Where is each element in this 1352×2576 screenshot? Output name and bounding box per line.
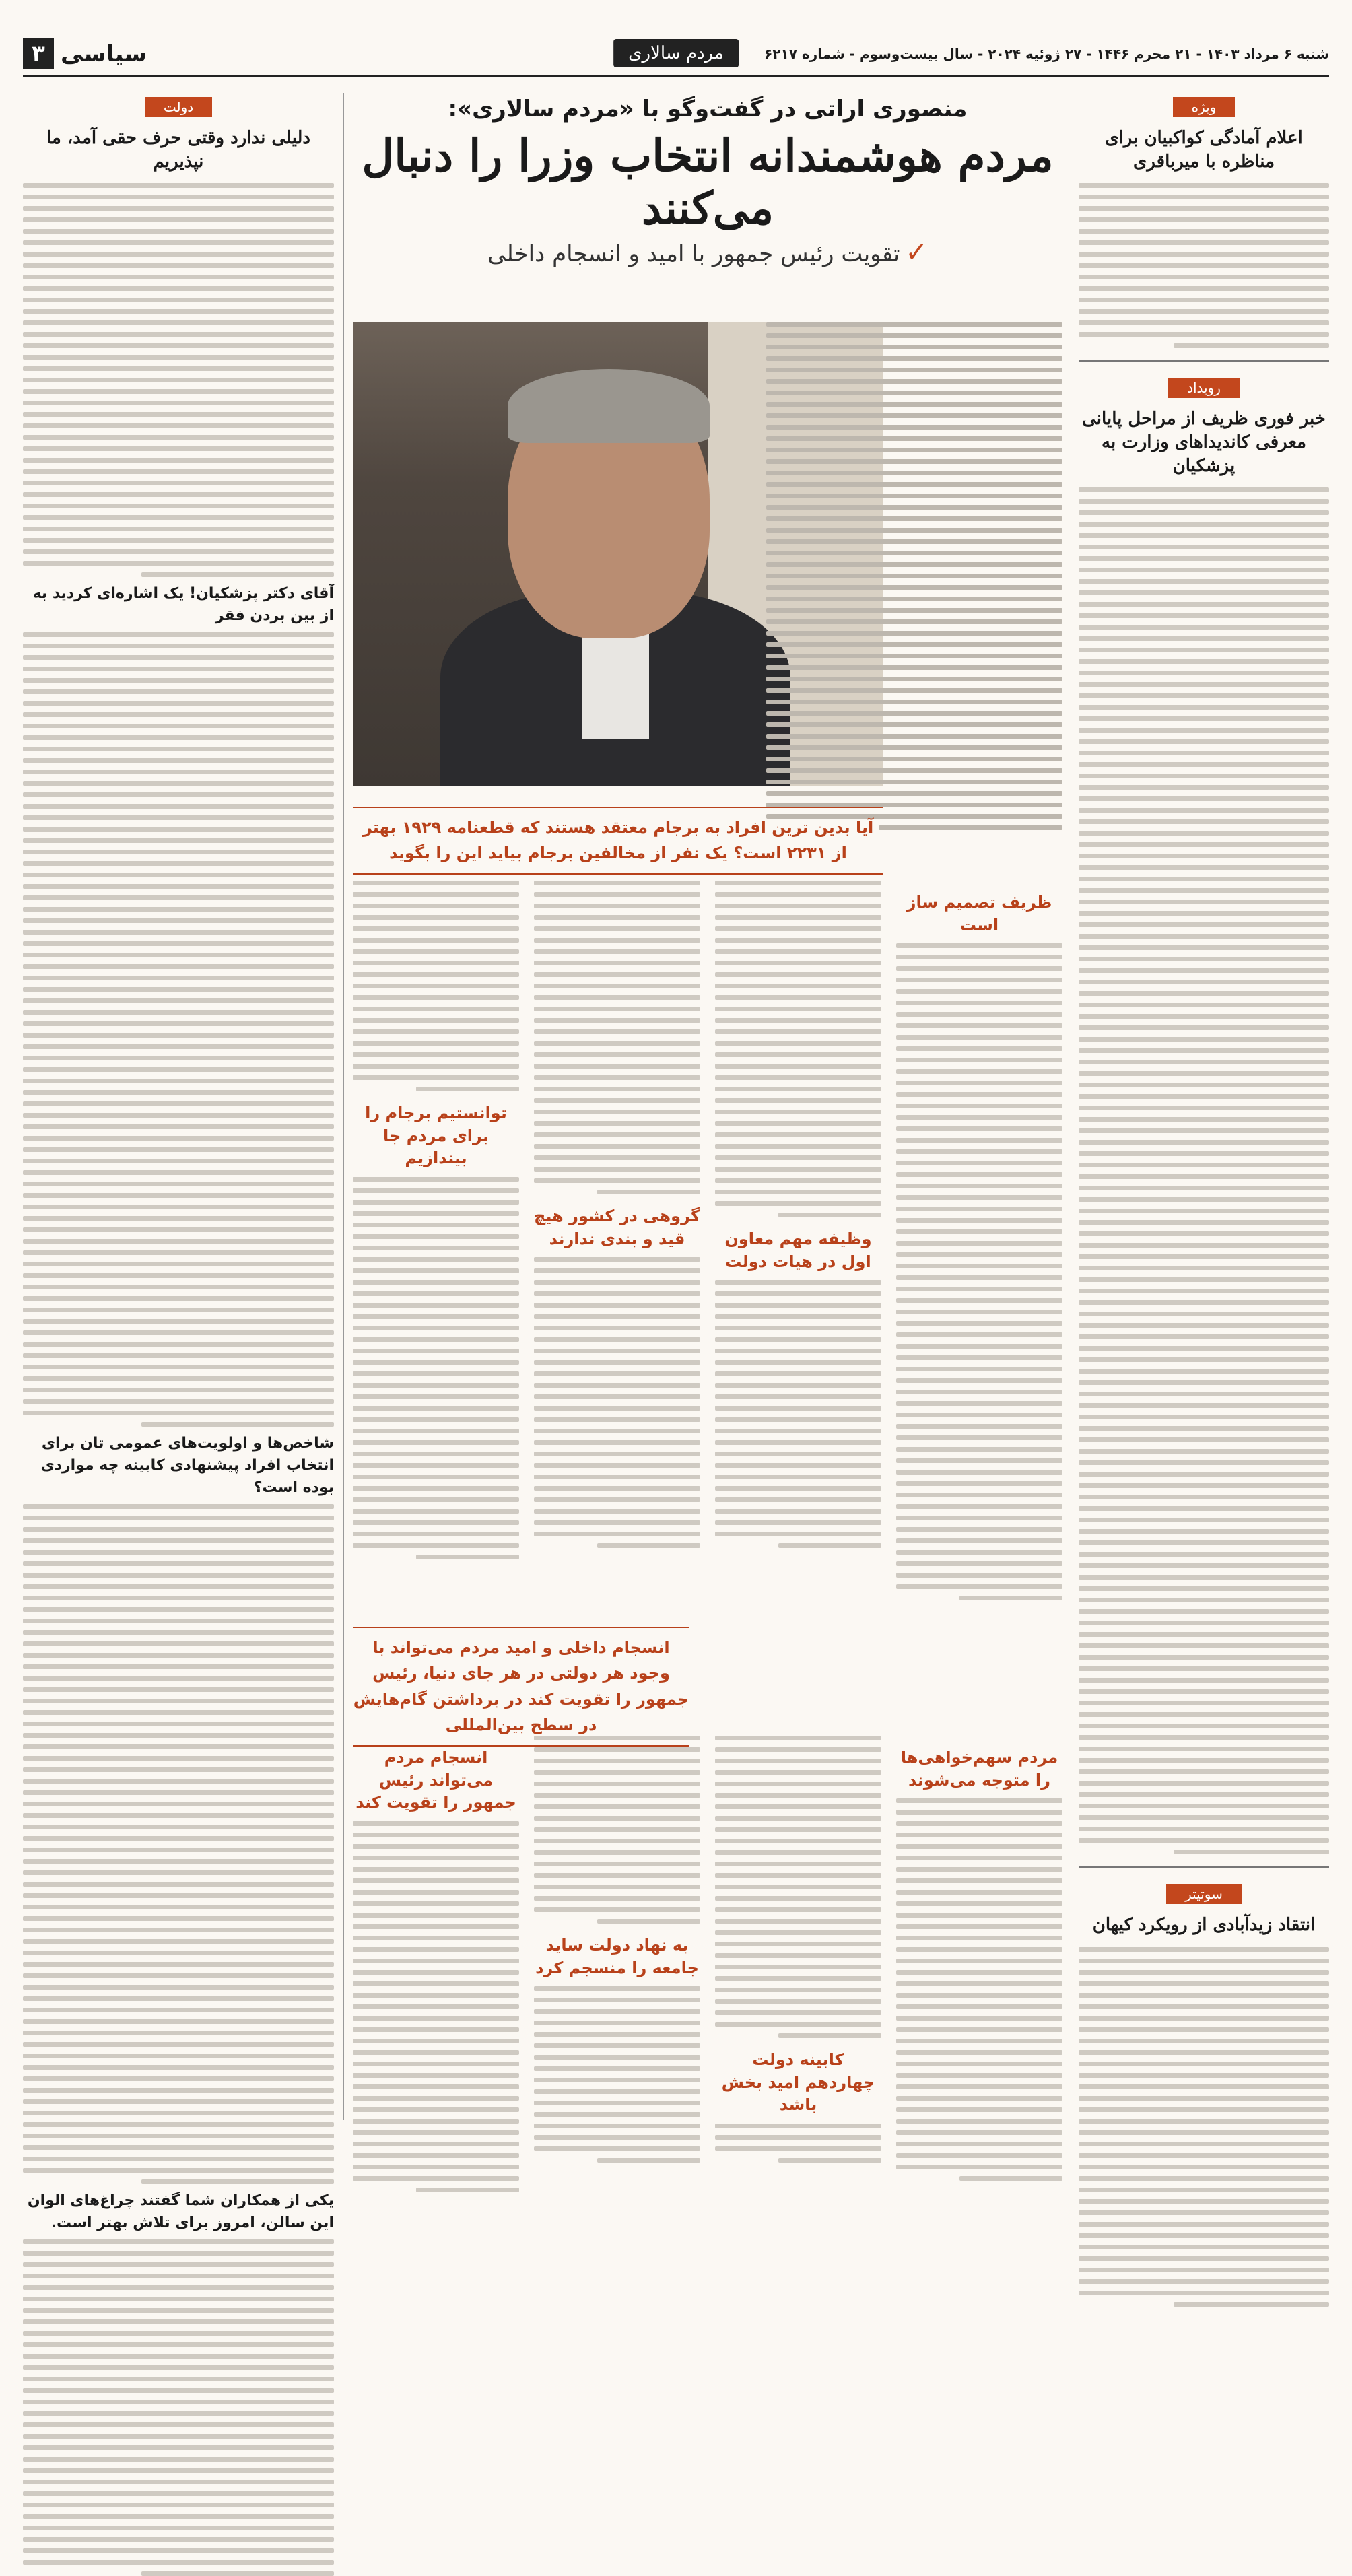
- article-body-columns: [353, 881, 1062, 1608]
- right-column: [1069, 93, 1329, 2120]
- news-brief: [1079, 97, 1329, 362]
- brief-body: [1079, 183, 1329, 348]
- brief-body: [1079, 487, 1329, 1854]
- section-title: سیاسی: [61, 40, 147, 67]
- checkmark-icon: ✓: [905, 237, 928, 268]
- main-article: [353, 93, 1062, 2120]
- left-column: [23, 93, 344, 2232]
- article-subheading: ظریف تصمیم ساز است: [906, 893, 1052, 935]
- article-kicker: منصوری اراتی در گفت‌وگو با «مردم سالاری»:: [448, 96, 968, 123]
- page-number: ۳: [23, 38, 54, 69]
- newspaper-logo: مردم سالاری: [613, 39, 739, 67]
- article-subhead: ✓تقویت رئیس جمهور با امید و انسجام داخلی: [487, 237, 928, 268]
- article-subheading: مردم سهم‌خواهی‌ها را متوجه می‌شوند: [900, 1748, 1058, 1790]
- column-tag: دولت: [145, 97, 212, 117]
- article-subheading: به نهاد دولت ساید جامعه را منسجم کرد: [535, 1936, 699, 1977]
- article-body-columns-lower: [353, 1736, 1062, 2200]
- pull-quote: انسجام داخلی و امید مردم می‌تواند با وجود هر دولتی در هر جای دنیا، رئیس جمهور را تقویت کند در برداشتن گام‌هایش در سطح بین‌المللی: [353, 1627, 689, 1747]
- column-subheading: آقای دکتر پزشکیان! یک اشاره‌ای کردید به از بین بردن فقر: [32, 585, 334, 625]
- news-brief: [1079, 1884, 1329, 2318]
- article-subheading: وظیفه مهم معاون اول در هیات دولت: [724, 1229, 872, 1271]
- date-line: شنبه ۶ مرداد ۱۴۰۳ - ۲۱ محرم ۱۴۴۶ - ۲۷ ژوئیه ۲۰۲۴ - سال بیست‌وسوم - شماره ۶۲۱۷: [764, 46, 1329, 62]
- article-headline: مردم هوشمندانه انتخاب وزرا را دنبال می‌کنند: [362, 129, 1054, 234]
- column-subheading: یکی از همکاران شما گفتند چراغ‌های الوان این سالن، امروز برای تلاش بهتر است.: [27, 2192, 334, 2232]
- article-subheading: گروهی در کشور هیچ قید و بندی ندارند: [534, 1207, 700, 1248]
- column-title: دلیلی ندارد وقتی حرف حقی آمد، ما نپذیریم: [46, 128, 310, 172]
- brief-title: خبر فوری ظریف از مراحل پایانی معرفی کاندیداهای وزارت به پزشکیان: [1082, 409, 1326, 477]
- pull-quote: آیا بدین ترین افراد به برجام معتقد هستند که قطعنامه ۱۹۲۹ بهتر از ۲۲۳۱ است؟ یک نفر از مخالفین برجام بیاید این را بگوید: [353, 807, 883, 875]
- brief-body: [1079, 1947, 1329, 2307]
- news-brief: [1079, 378, 1329, 1868]
- article-intro: [766, 322, 1062, 830]
- article-subheading: انسجام مردم می‌تواند رئیس جمهور را تقویت کند: [356, 1748, 516, 1812]
- masthead: [23, 35, 1329, 77]
- brief-tag: رویداد: [1168, 378, 1240, 398]
- article-subheading: کابینه دولت چهاردهم امید بخش باشد: [721, 2050, 875, 2115]
- article-subheading: توانستیم برجام را برای مردم جا بیندازیم: [365, 1104, 507, 1168]
- column-subheading: شاخص‌ها و اولویت‌های عمومی تان برای انتخاب افراد پیشنهادی کابینه چه مواردی بوده است؟: [40, 1435, 334, 1497]
- brief-title: انتقاد زیدآبادی از رویکرد کیهان: [1092, 1915, 1316, 1936]
- brief-title: اعلام آمادگی کواکبیان برای مناظره با میرباقری: [1105, 128, 1303, 172]
- brief-tag: سوتیتر: [1166, 1884, 1242, 1904]
- brief-tag: ویژه: [1173, 97, 1236, 117]
